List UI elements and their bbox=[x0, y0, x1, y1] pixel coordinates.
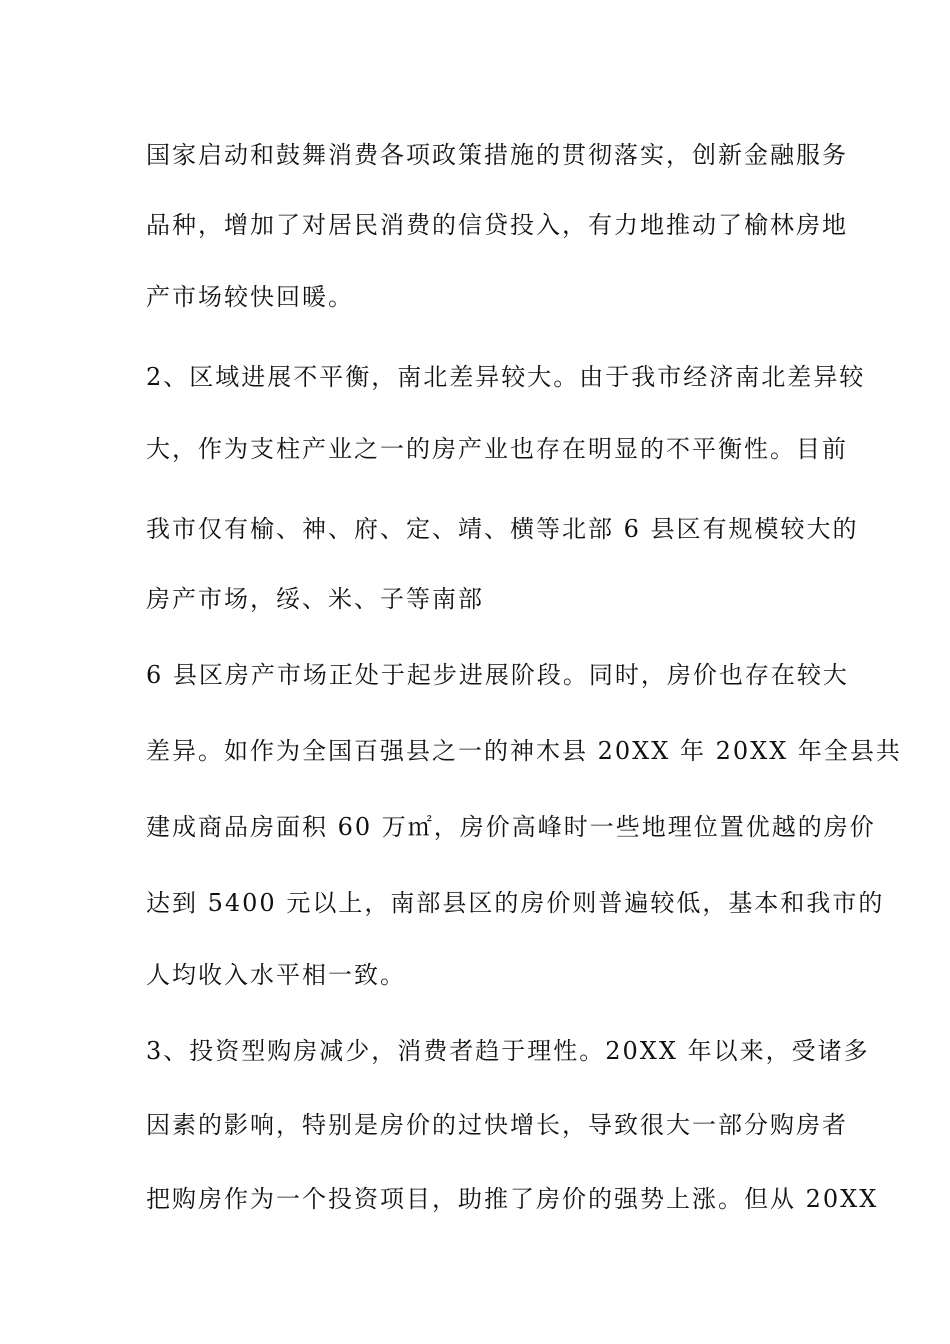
text-line: 国家启动和鼓舞消费各项政策措施的贯彻落实，创新金融服务 bbox=[146, 141, 848, 169]
text-line: 我市仅有榆、神、府、定、靖、横等北部 6 县区有规模较大的 bbox=[146, 515, 859, 543]
text-line: 房产市场，绥、米、子等南部 bbox=[146, 585, 484, 613]
text-line: 建成商品房面积 60 万㎡，房价高峰时一些地理位置优越的房价 bbox=[146, 813, 876, 841]
text-line: 6 县区房产市场正处于起步进展阶段。同时，房价也存在较大 bbox=[146, 661, 849, 689]
text-line: 把购房作为一个投资项目，助推了房价的强势上涨。但从 20XX bbox=[146, 1185, 879, 1213]
text-line: 达到 5400 元以上，南部县区的房价则普遍较低，基本和我市的 bbox=[146, 889, 885, 917]
text-line: 差异。如作为全国百强县之一的神木县 20XX 年 20XX 年全县共 bbox=[146, 737, 902, 765]
text-line: 因素的影响，特别是房价的过快增长，导致很大一部分购房者 bbox=[146, 1111, 848, 1139]
text-line: 2、区域进展不平衡，南北差异较大。由于我市经济南北差异较 bbox=[146, 363, 866, 391]
text-line: 人均收入水平相一致。 bbox=[146, 961, 406, 989]
text-line: 3、投资型购房减少，消费者趋于理性。20XX 年以来，受诸多 bbox=[146, 1037, 870, 1065]
text-line: 品种，增加了对居民消费的信贷投入，有力地推动了榆林房地 bbox=[146, 211, 848, 239]
text-line: 产市场较快回暖。 bbox=[146, 283, 354, 311]
text-line: 大，作为支柱产业之一的房产业也存在明显的不平衡性。目前 bbox=[146, 435, 848, 463]
